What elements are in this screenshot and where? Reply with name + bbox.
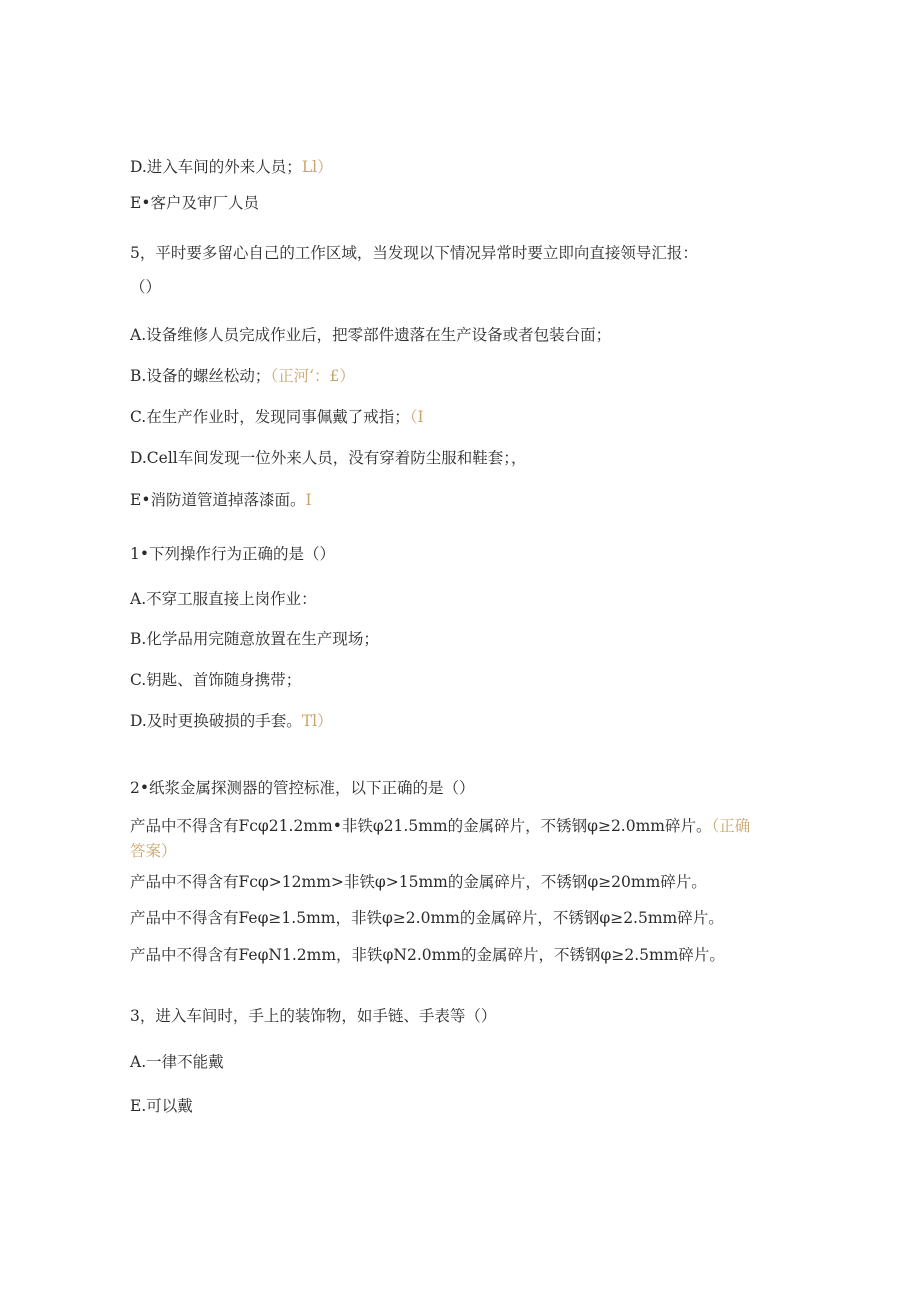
question-3: 3，进入车间时，手上的装饰物，如手链、手表等（） [130,1007,497,1025]
q2-option-2: 产品中不得含有Fcφ>12mm>非铁φ>15mm的金属碎片，不锈钢φ≥20mm碎片。 [130,873,707,891]
q3-option-a: A.一律不能戴 [130,1053,224,1071]
q2-option-3: 产品中不得含有Feφ≥1.5mm，非铁φ≥2.0mm的金属碎片，不锈钢φ≥2.5mm碎片。 [130,909,724,927]
question-2: 2•纸浆金属探测器的管控标准，以下正确的是（） [130,779,475,797]
q3-option-e: E.可以戴 [130,1097,193,1115]
answer-mark: （正确 [711,817,751,835]
question-5-blank: （） [130,278,162,296]
q2-option-1: 产品中不得含有Fcφ21.2mm•非铁φ21.5mm的金属碎片，不锈钢φ≥2.0mm碎片。（正确 [130,817,751,835]
q1-option-c: C.钥匙、首饰随身携带； [130,671,302,689]
q5-option-e: E•消防道管道掉落漆面。I [130,491,312,509]
q2-option-4: 产品中不得含有FeφN1.2mm，非铁φN2.0mm的金属碎片，不锈钢φ≥2.5mm碎片。 [130,946,725,964]
q5-option-d: D.Cell车间发现一位外来人员，没有穿着防尘服和鞋套；， [130,449,527,467]
question-5: 5，平时要多留心自己的工作区域，当发现以下情况异常时要立即向直接领导汇报： [130,244,698,262]
q2-option-1-cont [130,840,177,862]
q5-option-b: B.设备的螺丝松动；（正河‘：£） [130,367,355,385]
answer-mark: 答案） [130,842,177,860]
q1-option-a: A.不穿工服直接上岗作业： [130,590,317,608]
q1-option-d: D.及时更换破损的手套。Tl） [130,712,333,730]
q1-option-b: B.化学品用完随意放置在生产现场； [130,630,379,648]
question-1: 1•下列操作行为正确的是（） [130,545,336,563]
answer-mark: （正河‘：£） [270,367,355,385]
q5-option-c: C.在生产作业时，发现同事佩戴了戒指；（I [130,408,424,426]
line-option-e-customers: E•客户及审厂人员 [130,194,259,212]
answer-mark: Ll） [301,158,333,176]
answer-mark: I [305,491,312,509]
line-option-d-visitors: D.进入车间的外来人员；Ll） [130,158,333,176]
q5-option-a: A.设备维修人员完成作业后，把零部件遗落在生产设备或者包装台面； [130,326,612,344]
answer-mark: Tl） [301,712,333,730]
answer-mark: （I [409,408,424,426]
